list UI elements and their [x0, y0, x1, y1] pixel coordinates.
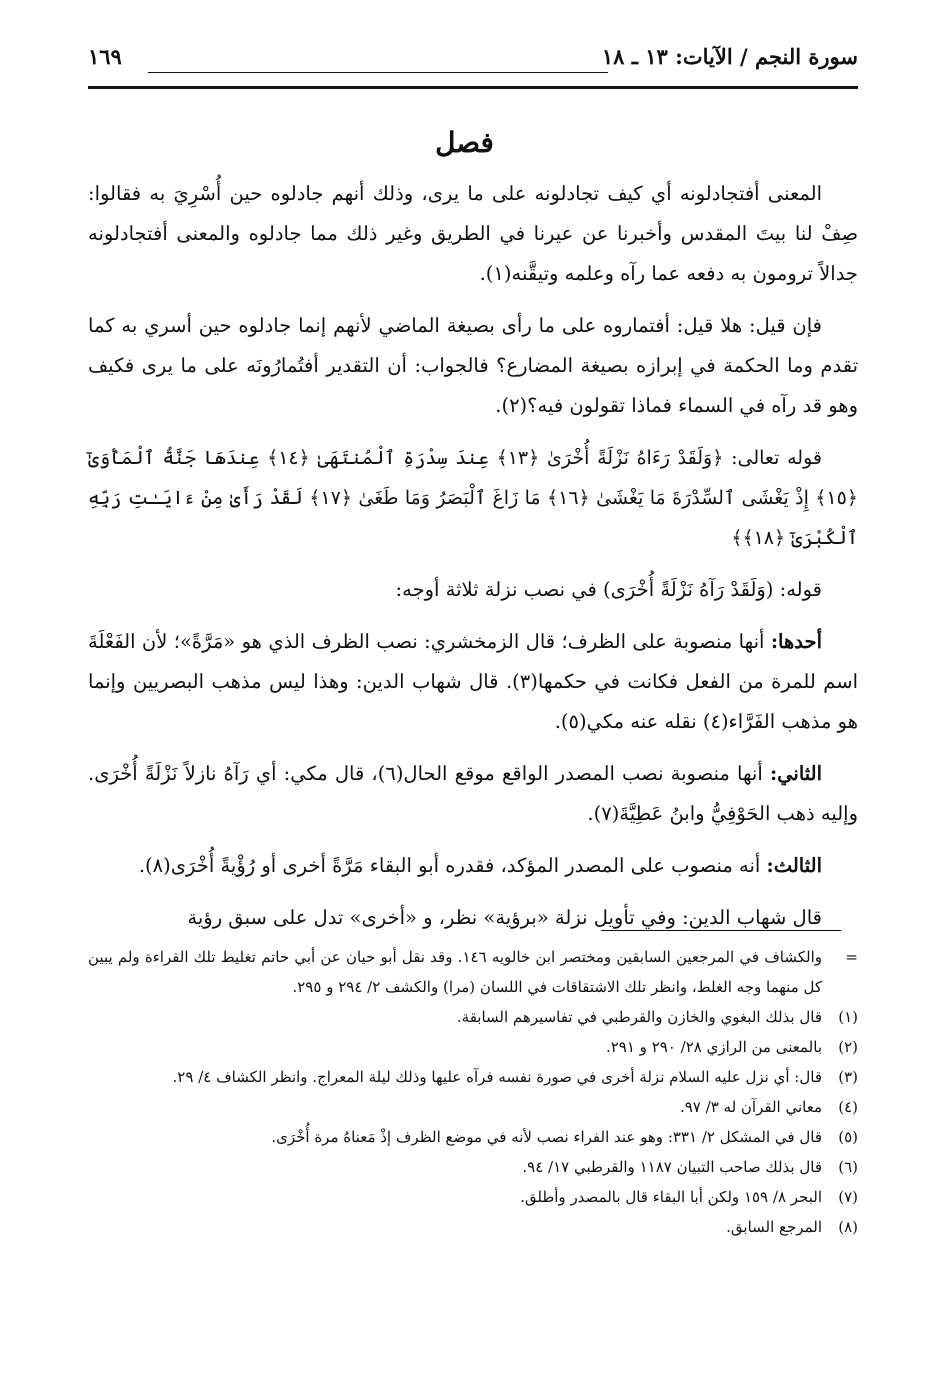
- footnote-mark: (٧): [838, 1188, 858, 1206]
- footnote-mark: =: [845, 948, 858, 966]
- paragraph-lead: الثاني:: [769, 762, 823, 785]
- footnote: [88, 1212, 858, 1242]
- paragraph: [88, 754, 858, 834]
- paragraph-text: قوله تعالى: ﴿وَلَقَدْ رَءَاهُ نَزْلَةً أُخْرَىٰ ﴿١٣﴾ عِندَ سِدْرَةِ ٱلْمُنتَهَىٰ ﴿١٤﴾ عِندَهَا جَنَّةُ ٱلْمَأْوَىٰٓ ﴿١٥﴾ إِذْ يَغْشَى ٱلسِّدْرَةَ مَا يَغْشَىٰ ﴿١٦﴾ مَا زَاغَ ٱلْبَصَرُ وَمَا طَغَىٰ ﴿١٧﴾ لَقَدْ رَأَىٰ مِنْ ءَايَـٰتِ رَبِّهِ ٱلْكُبْرَىٰٓ ﴿١٨﴾﴾: [88, 447, 858, 549]
- footnote-mark: (٨): [838, 1218, 858, 1236]
- footnote-mark: (٣): [838, 1068, 858, 1086]
- footnote-mark: (٦): [838, 1158, 858, 1176]
- quran-verse-paragraph: [88, 438, 858, 558]
- footnote: [88, 1122, 858, 1152]
- footnote-mark: (٥): [838, 1128, 858, 1146]
- footnote: [88, 942, 858, 1002]
- paragraph-text: أنها منصوبة على الظرف؛ قال الزمخشري: نصب الظرف الذي هو «مَرَّةً»؛ لأن الفَعْلَةَ اسم للمرة من الفعل فكانت في حكمها(٣). قال شهاب الدين: وهذا ليس مذهب البصريين وإنما هو مذهب الفَرَّاء(٤) نقله عنه مكي(٥).: [88, 630, 858, 733]
- paragraph-lead: أحدها:: [770, 630, 822, 653]
- main-text: [88, 174, 858, 950]
- footnote-mark: (٢): [838, 1038, 858, 1056]
- paragraph-text: المعنى أفتجادلونه أي كيف تجادلونه على ما يرى، وذلك أنهم جادلوه حين أُسْرِيَ به فقالوا: صِفْ لنا بيتَ المقدس وأخبرنا عن عيرنا في الطريق وغير ذلك مما جادلوه والمعنى أفتجادلونه جدالاً ترومون به دفعه عما رآه وعلمه وتيقَّنه(١).: [88, 182, 858, 285]
- footnote-text: قال: أي نزل عليه السلام نزلة أخرى في صورة نفسه فرآه عليها وذلك ليلة المعراج. وانظر الكشاف ٤/ ٢٩.: [172, 1068, 822, 1086]
- footnote: [88, 1062, 858, 1092]
- paragraph: [88, 306, 858, 426]
- paragraph: [88, 570, 858, 610]
- footnote: [88, 1182, 858, 1212]
- paragraph: [88, 846, 858, 886]
- paragraph-text: فإن قيل: هلا قيل: أفتماروه على ما رأى بصيغة الماضي لأنهم إنما جادلوه حين أسري به كما تقدم وما الحكمة في إبرازه بصيغة المضارع؟ فالجواب: أن التقدير أفتُمارُونَه على ما يرى فكيف وهو قد رآه في السماء فماذا تقولون فيه؟(٢).: [88, 314, 858, 417]
- footnote-text: معاني القرآن له ٣/ ٩٧.: [679, 1098, 822, 1116]
- footnote: [88, 1092, 858, 1122]
- paragraph: [88, 898, 858, 938]
- footnote-separator: [601, 930, 841, 931]
- footnote: [88, 1152, 858, 1182]
- footnote-text: قال بذلك البغوي والخازن والقرطبي في تفاسيرهم السابقة.: [456, 1008, 822, 1026]
- footnote-text: بالمعنى من الرازي ٢٨/ ٢٩٠ و ٢٩١.: [605, 1038, 822, 1056]
- footnote-text: قال بذلك صاحب التبيان ١١٨٧ والقرطبي ١٧/ ٩٤.: [522, 1158, 822, 1176]
- header-rule: [88, 86, 858, 89]
- paragraph: [88, 622, 858, 742]
- page-number: ١٦٩: [88, 44, 130, 69]
- paragraph-text: قوله: (وَلَقَدْ رَآهُ نَزْلَةً أُخْرَى) في نصب نزلة ثلاثة أوجه:: [395, 578, 822, 601]
- footnote: [88, 1002, 858, 1032]
- paragraph: [88, 174, 858, 294]
- section-title: فصل: [435, 126, 494, 159]
- paragraph-text: أنها منصوبة نصب المصدر الواقع موقع الحال(٦)، قال مكي: أي رَآهُ نازلاً نَزْلَةً أُخْرَى. وإليه ذهب الحَوْفِيُّ وابنُ عَطِيَّةَ(٧).: [88, 762, 858, 825]
- footnote-mark: (١): [838, 1008, 858, 1026]
- header-title: سورة النجم / الآيات: ١٣ ـ ١٨: [594, 44, 858, 69]
- running-header: [88, 44, 858, 90]
- header-dotted-line: [148, 72, 608, 73]
- footnote-text: والكشاف في المرجعين السابقين ومختصر ابن خالويه ١٤٦. وقد نقل أبو حيان عن أبي حاتم تغليط تلك القراءة ولم يبين كل منهما وجه الغلط، وانظر تلك الاشتقاقات في اللسان (مرا) والكشف ٢/ ٢٩٤ و ٢٩٥.: [88, 948, 822, 996]
- footnote-text: قال في المشكل ٢/ ٣٣١: وهو عند الفراء نصب لأنه في موضع الظرف إذْ مَعناهُ مرة أُخْرَى.: [271, 1128, 822, 1146]
- paragraph-text: أنه منصوب على المصدر المؤكد، فقدره أبو البقاء مَرَّةً أخرى أو رُؤْيةً أُخْرَى(٨).: [138, 854, 761, 877]
- footnote-text: البحر ٨/ ١٥٩ ولكن أبا البقاء قال بالمصدر وأطلق.: [520, 1188, 822, 1206]
- paragraph-text: قال شهاب الدين: وفي تأويل نزلة «برؤية» نظر، و «أخرى» تدل على سبق رؤية: [187, 906, 822, 929]
- footnote: [88, 1032, 858, 1062]
- footnote-mark: (٤): [838, 1098, 858, 1116]
- footnote-text: المرجع السابق.: [726, 1218, 822, 1236]
- footnotes: [88, 942, 858, 1242]
- paragraph-lead: الثالث:: [766, 854, 822, 877]
